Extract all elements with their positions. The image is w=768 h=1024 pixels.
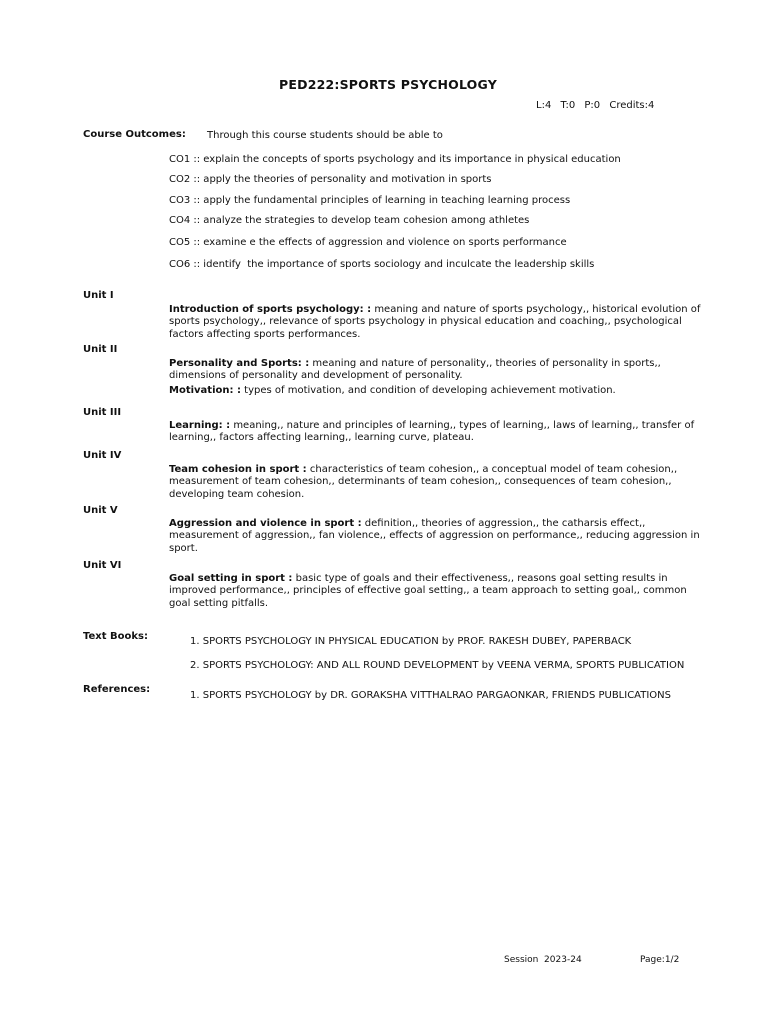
page-title: PED222:SPORTS PSYCHOLOGY [279, 77, 497, 92]
course-outcome-item: CO5 :: examine e the effects of aggression and violence on sports performance [169, 237, 567, 248]
unit-content [169, 420, 709, 445]
course-outcome-item: CO2 :: apply the theories of personality and motivation in sports [169, 174, 492, 185]
topic-body: meaning,, nature and principles of learning,, types of learning,, laws of learning,, transfer of learning,, factors affecting learning,, learning curve, plateau. [169, 420, 695, 444]
unit-label: Unit IV [83, 450, 122, 461]
text-books-label: Text Books: [83, 631, 148, 642]
topic-heading: Introduction of sports psychology: : [169, 304, 372, 315]
text-book-item: 1. SPORTS PSYCHOLOGY IN PHYSICAL EDUCATION by PROF. RAKESH DUBEY, PAPERBACK [190, 636, 632, 647]
page-number: Page:1/2 [640, 955, 680, 965]
topic-body: definition,, theories of aggression,, the catharsis effect,, measurement of aggression,, fan violence,, effects of aggression on performance,, reducing aggression in sport. [169, 518, 700, 554]
topic-heading: Aggression and violence in sport : [169, 518, 362, 529]
unit-label: Unit VI [83, 560, 122, 571]
topic-body: meaning and nature of sports psychology,, historical evolution of sports psychology,, relevance of sports psychology in physical education and coaching,, psychological factors affecting sports performances. [169, 304, 701, 340]
unit-content [169, 358, 709, 383]
course-outcome-item: CO6 :: identify the importance of sports sociology and inculcate the leadership skills [169, 259, 595, 270]
topic-body: basic type of goals and their effectiveness,, reasons goal setting results in improved performance,, principles of effective goal setting,, a team approach to setting goal,, common goal setting pitfalls. [169, 573, 687, 609]
topic-body: characteristics of team cohesion,, a conceptual model of team cohesion,, measurement of team cohesion,, determinants of team cohesion,, consequences of team cohesion,, developing team cohesion. [169, 464, 678, 500]
topic-heading: Personality and Sports: : [169, 358, 310, 369]
topic-heading: Learning: : [169, 420, 231, 431]
course-outcome-item: CO3 :: apply the fundamental principles of learning in teaching learning process [169, 195, 571, 206]
unit-content [169, 573, 709, 610]
unit-content [169, 464, 709, 501]
topic-heading: Team cohesion in sport : [169, 464, 307, 475]
topic-body: meaning and nature of personality,, theories of personality in sports,, dimensions of personality and development of personality. [169, 358, 661, 382]
reference-item: 1. SPORTS PSYCHOLOGY by DR. GORAKSHA VITTHALRAO PARGAONKAR, FRIENDS PUBLICATIONS [190, 690, 672, 701]
topic-body: types of motivation, and condition of developing achievement motivation. [240, 385, 616, 396]
course-outcome-item: CO1 :: explain the concepts of sports psychology and its importance in physical education [169, 154, 621, 165]
course-outcomes-intro: Through this course students should be able to [207, 130, 443, 141]
topic-heading: Motivation: : [169, 385, 241, 396]
course-outcome-item: CO4 :: analyze the strategies to develop team cohesion among athletes [169, 215, 530, 226]
unit-label: Unit I [83, 290, 114, 301]
unit-label: Unit V [83, 505, 118, 516]
unit-label: Unit II [83, 344, 118, 355]
unit-content [169, 518, 709, 555]
credits-info: L:4 T:0 P:0 Credits:4 [536, 100, 655, 111]
references-label: References: [83, 684, 151, 695]
session-info: Session 2023-24 [504, 955, 582, 965]
course-outcomes-label: Course Outcomes: [83, 129, 186, 140]
unit-content [169, 304, 709, 341]
topic-heading: Goal setting in sport : [169, 573, 293, 584]
text-book-item: 2. SPORTS PSYCHOLOGY: AND ALL ROUND DEVELOPMENT by VEENA VERMA, SPORTS PUBLICATION [190, 660, 685, 671]
unit-content [169, 385, 709, 397]
unit-label: Unit III [83, 407, 122, 418]
